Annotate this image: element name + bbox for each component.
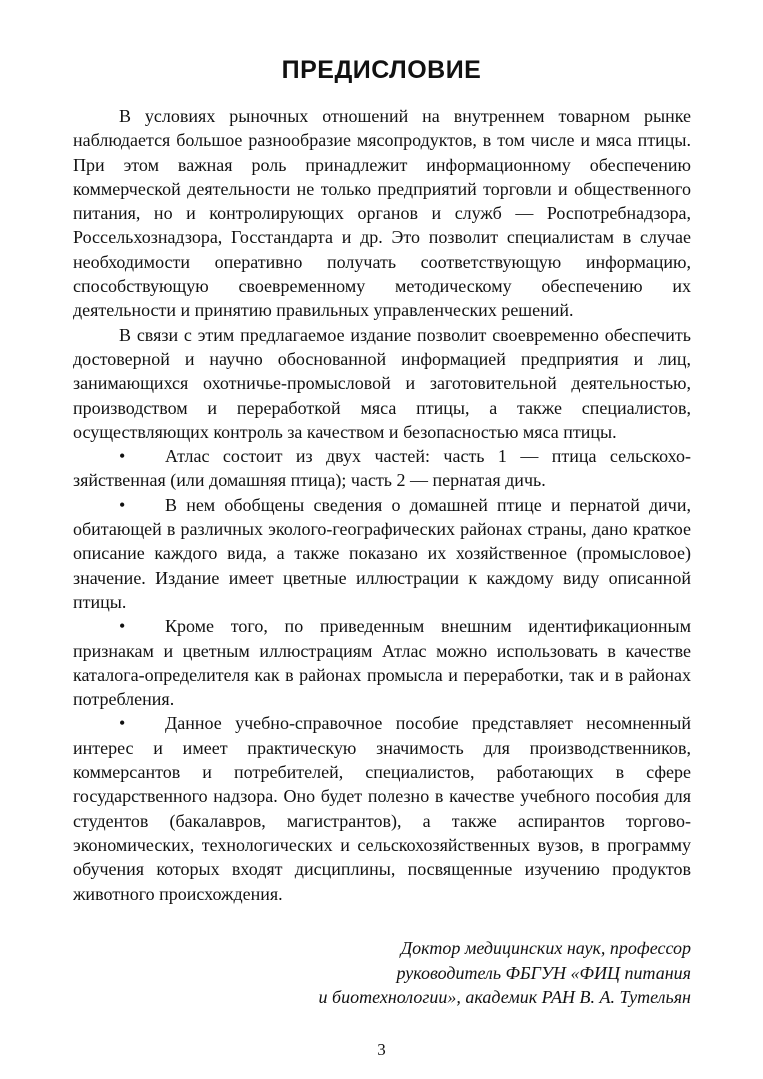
bullet-icon: • xyxy=(119,446,126,467)
signature-line: Доктор медицинских наук, профессор xyxy=(400,938,691,958)
paragraph: В условиях рыночных отношений на внутреннем товарном рынке наблюдается большое разнообразие мясопродуктов, в том числе и мяса птицы. При этом важная роль принадлежит информационному обеспечению коммерческой деятельности не только предприятий торговли и общественного питания, но и контролирующих органов и служб — Роспотребнадзора, Россельхознадзора, Госстандарта и др. Это позволит специалистам в случае необходимости оперативно получать соответствующую информацию, способствующую своевременному методическому обеспечению их деятельности и принятию правильных управленческих решений. xyxy=(73,106,691,321)
bullet-item xyxy=(73,614,691,711)
bullet-text: В нем обобщены сведения о домашней птице и пернатой дичи, обитающей в различных эколого-географических районах страны, дано краткое описание каждого вида, а также показано их хозяйственное (промысловое) значение. Издание имеет цветные иллюстрации к каждому виду описанной птицы. xyxy=(73,494,691,612)
page-number: 3 xyxy=(377,1040,386,1059)
bullet-item xyxy=(73,444,691,493)
paragraph: В связи с этим предлагаемое издание позволит своевременно обеспечить достоверной и научно обоснованной информацией предприятия и лиц, занимающихся охотничье-промысловой и заготовительной деятельностью, производством и переработкой мяса птицы, а также специалистов, осуществляющих контроль за качеством и безопасностью мяса птицы. xyxy=(73,324,691,442)
bullet-icon: • xyxy=(119,616,126,637)
bullet-text: Кроме того, по приведенным внешним идентификационным признакам и цветным иллюстрациям Атлас можно использовать в качестве каталога-определителя как в районах промысла и переработки, так и в районах потребления. xyxy=(73,616,691,710)
bullet-icon: • xyxy=(119,494,126,515)
signature-line: руководитель ФБГУН «ФИЦ питания xyxy=(396,962,691,983)
bullet-text: Атлас состоит из двух частей: часть 1 — птица сельскохозяйственная (или домашняя птица); часть 2 — пернатая дичь. xyxy=(73,446,691,491)
preface-body xyxy=(73,104,691,906)
author-signature xyxy=(319,936,691,1010)
bullet-text: Данное учебно-справочное пособие представляет несомненный интерес и имеет практическую значимость для производственников, коммерсантов и потребителей, специалистов, работающих в сфере государственного надзора. Оно будет полезно в качестве учебного пособия для студентов (бакалавров, магистрантов), а также аспирантов торгово-экономических, технологических и сельскохозяйственных вузов, в программу обучения которых входят дисциплины, посвященные изучению продуктов животного происхождения. xyxy=(73,713,691,904)
bullet-item xyxy=(73,711,691,905)
bullet-item xyxy=(73,493,691,614)
bullet-icon: • xyxy=(119,713,126,734)
signature-line: и биотехнологии», академик РАН В. А. Тутельян xyxy=(318,987,691,1007)
page-title: ПРЕДИСЛОВИЕ xyxy=(281,56,482,84)
